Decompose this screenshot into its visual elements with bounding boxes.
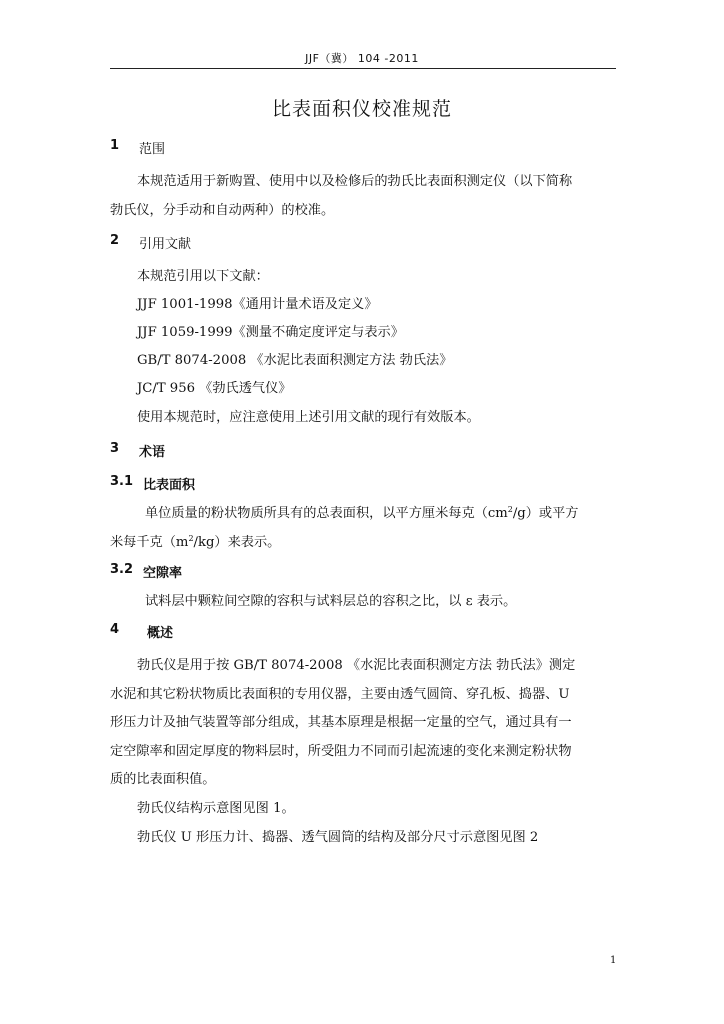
section-1-title: 范围 <box>139 142 166 157</box>
section-4-figure1-ref: 勃氏仪结构示意图见图 1。 <box>137 801 295 816</box>
section-3-1-number: 3.1 <box>110 474 134 489</box>
section-4-figure2-ref: 勃氏仪 U 形压力计、捣器、透气圆筒的结构及部分尺寸示意图见图 2 <box>137 830 539 845</box>
document-title: 比表面积仪校准规范 <box>271 98 452 120</box>
section-2-number: 2 <box>110 233 120 248</box>
references-outro: 使用本规范时，应注意使用上述引用文献的现行有效版本。 <box>137 410 480 425</box>
section-3-2-number: 3.2 <box>110 562 134 577</box>
section-3-title: 术语 <box>139 445 166 460</box>
section-1-number: 1 <box>110 138 120 153</box>
section-4-number: 4 <box>110 622 120 637</box>
section-3-1-text-line1: 单位质量的粉状物质所具有的总表面积，以平方厘米每克$(cm^2/g)$或平方 <box>145 505 579 521</box>
reference-item: JJF 1001-1998《通用计量术语及定义》 <box>137 297 378 312</box>
references-intro: 本规范引用以下文献： <box>137 269 269 284</box>
page-number: 1 <box>610 955 617 966</box>
reference-item: JC/T 956 《勃氏透气仪》 <box>137 381 292 396</box>
section-4-text-line: 水泥和其它粉状物质比表面积的专用仪器，主要由透气圆筒、穿孔板、捣器、U <box>110 687 570 702</box>
reference-item: JJF 1059-1999《测量不确定度评定与表示》 <box>137 325 404 340</box>
section-1-text-line2: 勃氏仪，分手动和自动两种）的校准。 <box>110 203 335 218</box>
header-divider <box>110 68 616 69</box>
section-4-title: 概述 <box>147 626 174 641</box>
running-header: JJF（冀） 104 -2011 <box>305 52 419 65</box>
section-3-1-text-line2: 米每千克$(m^2/kg)$来表示。 <box>110 534 281 550</box>
section-3-2-title: 空隙率 <box>143 566 183 581</box>
section-3-2-text: 试料层中颗粒间空隙的容积与试料层总的容积之比，以 ε 表示。 <box>145 594 517 609</box>
section-3-1-title: 比表面积 <box>143 478 196 493</box>
section-1-text-line1: 本规范适用于新购置、使用中以及检修后的勃氏比表面积测定仪（以下简称 <box>137 174 573 189</box>
section-4-text-line: 形压力计及抽气装置等部分组成，其基本原理是根据一定量的空气，通过具有一 <box>110 715 572 730</box>
section-3-number: 3 <box>110 441 120 456</box>
section-2-title: 引用文献 <box>139 237 192 252</box>
section-4-text-line: 定空隙率和固定厚度的物料层时，所受阻力不同而引起流速的变化来测定粉状物 <box>110 744 572 759</box>
reference-item: GB/T 8074-2008 《水泥比表面积测定方法 勃氏法》 <box>137 353 453 368</box>
section-4-text-line: 质的比表面积值。 <box>110 772 216 787</box>
section-4-text-line: 勃氏仪是用于按 GB/T 8074-2008 《水泥比表面积测定方法 勃氏法》测定 <box>137 658 576 673</box>
